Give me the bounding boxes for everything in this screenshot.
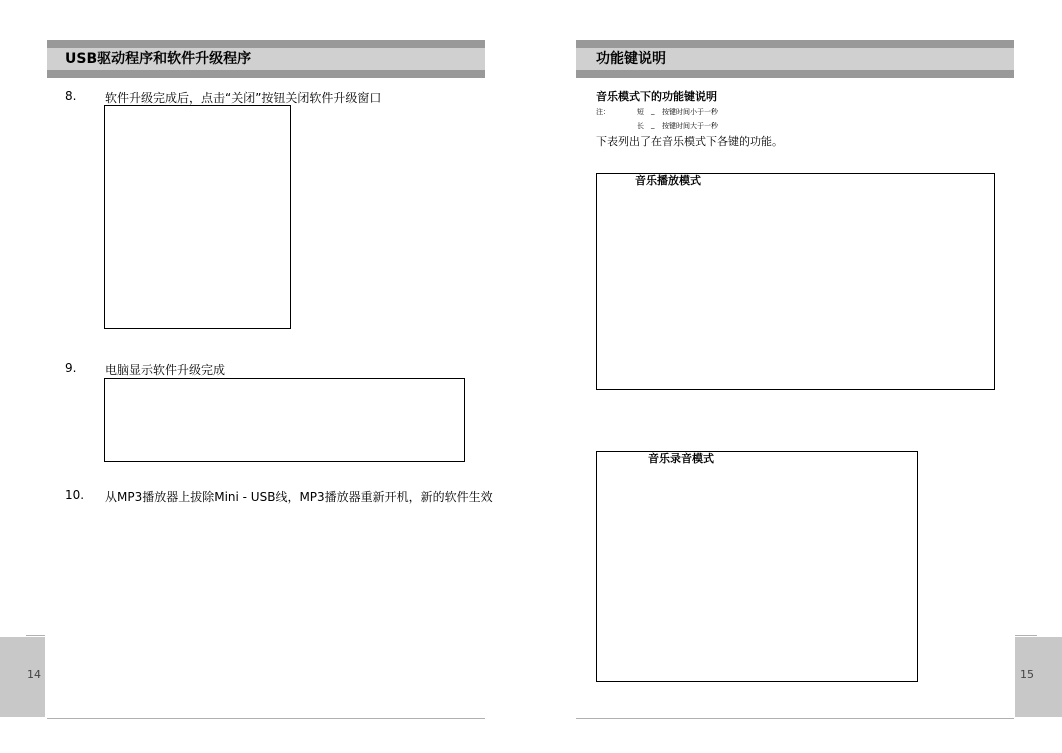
left-footer-line bbox=[47, 718, 485, 719]
left-page-number: 14 bbox=[27, 668, 41, 681]
intro-text: 下表列出了在音乐模式下各键的功能。 bbox=[596, 135, 783, 148]
music-mode-subheading: 音乐模式下的功能键说明 bbox=[596, 90, 717, 103]
music-record-mode-frame bbox=[596, 451, 918, 682]
note-short-sep: _ bbox=[651, 107, 655, 115]
step-8-number: 8. bbox=[65, 89, 77, 103]
left-header-title-band bbox=[47, 48, 485, 70]
left-page-title: USB驱动程序和软件升级程序 bbox=[65, 51, 252, 67]
right-header-title-band bbox=[576, 48, 1014, 70]
note-long-desc: 按键时间大于一秒 bbox=[662, 122, 718, 130]
left-tab-top-line bbox=[26, 635, 45, 636]
left-header-top-band bbox=[47, 40, 485, 48]
music-play-mode-frame bbox=[596, 173, 995, 390]
note-short-key: 短 bbox=[637, 108, 644, 116]
left-header-bottom-band bbox=[47, 70, 485, 78]
note-short-desc: 按键时间小于一秒 bbox=[662, 108, 718, 116]
step-8-text: 软件升级完成后，点击“关闭”按钮关闭软件升级窗口 bbox=[105, 91, 382, 105]
step-9-screenshot-frame bbox=[104, 378, 465, 462]
step-10-number: 10. bbox=[65, 488, 85, 502]
step-10-text: 从MP3播放器上拔除Mini - USB线，MP3播放器重新开机，新的软件生效 bbox=[105, 490, 493, 504]
music-play-mode-label: 音乐播放模式 bbox=[635, 174, 701, 187]
step-9-text: 电脑显示软件升级完成 bbox=[105, 363, 226, 377]
note-long-key: 长 bbox=[637, 122, 644, 130]
right-footer-line bbox=[576, 718, 1014, 719]
step-8-screenshot-frame bbox=[104, 105, 291, 329]
right-page-number: 15 bbox=[1020, 668, 1034, 681]
right-page-title: 功能键说明 bbox=[596, 51, 666, 67]
note-label: 注： bbox=[596, 108, 610, 116]
right-header-bottom-band bbox=[576, 70, 1014, 78]
step-9-number: 9. bbox=[65, 361, 77, 375]
music-record-mode-label: 音乐录音模式 bbox=[648, 452, 714, 465]
note-long-sep: _ bbox=[651, 121, 655, 129]
right-page-number-tab bbox=[1015, 637, 1062, 717]
right-header-top-band bbox=[576, 40, 1014, 48]
right-tab-top-line bbox=[1015, 635, 1037, 636]
left-page-number-tab bbox=[0, 637, 45, 717]
